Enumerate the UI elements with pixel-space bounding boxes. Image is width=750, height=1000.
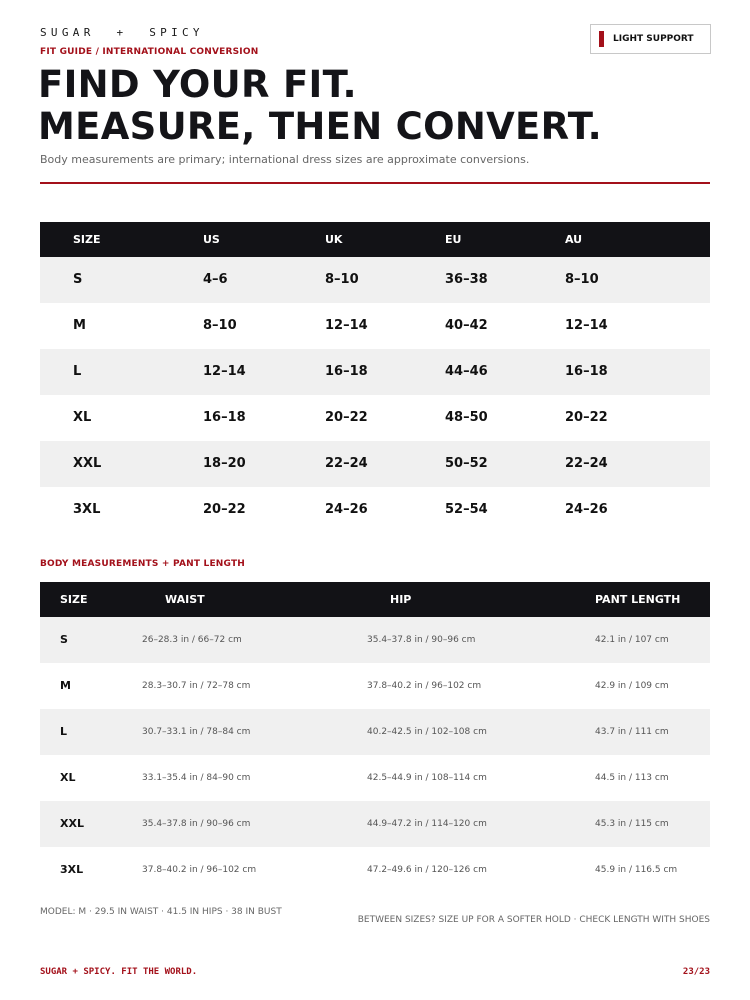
cell-waist: 28.3–30.7 in / 72–78 cm bbox=[142, 681, 251, 691]
body-measurement-table bbox=[40, 582, 710, 893]
cell-size: XXL bbox=[60, 817, 84, 830]
table-row bbox=[40, 755, 710, 801]
header-uk: UK bbox=[325, 233, 343, 246]
header-waist: WAIST bbox=[165, 593, 205, 606]
page-title bbox=[38, 64, 602, 148]
table-row bbox=[40, 801, 710, 847]
cell-eu: 44–46 bbox=[445, 364, 488, 379]
cell-size: XXL bbox=[73, 456, 102, 471]
brand-name: SUGAR + SPICY bbox=[40, 26, 204, 39]
header-size: SIZE bbox=[73, 233, 101, 246]
table-header bbox=[40, 222, 710, 257]
cell-uk: 20–22 bbox=[325, 410, 368, 425]
badge-label: LIGHT SUPPORT bbox=[613, 34, 694, 44]
cell-uk: 22–24 bbox=[325, 456, 368, 471]
cell-pant-length: 42.1 in / 107 cm bbox=[595, 635, 669, 645]
headline-line-2: MEASURE, THEN CONVERT. bbox=[38, 105, 603, 148]
accent-bar-icon bbox=[599, 31, 604, 47]
cell-size: XL bbox=[73, 410, 92, 425]
cell-uk: 16–18 bbox=[325, 364, 368, 379]
cell-pant-length: 45.9 in / 116.5 cm bbox=[595, 865, 678, 875]
table-row bbox=[40, 487, 710, 533]
table-row bbox=[40, 395, 710, 441]
cell-us: 4–6 bbox=[203, 272, 228, 287]
cell-eu: 50–52 bbox=[445, 456, 488, 471]
size-conversion-table bbox=[40, 222, 710, 533]
cell-size: M bbox=[60, 679, 71, 692]
eyebrow-label: FIT GUIDE / INTERNATIONAL CONVERSION bbox=[40, 47, 259, 57]
cell-au: 24–26 bbox=[565, 502, 608, 517]
cell-eu: 52–54 bbox=[445, 502, 488, 517]
table-row bbox=[40, 349, 710, 395]
section-label: BODY MEASUREMENTS + PANT LENGTH bbox=[40, 559, 246, 569]
table-row bbox=[40, 617, 710, 663]
cell-au: 20–22 bbox=[565, 410, 608, 425]
cell-uk: 12–14 bbox=[325, 318, 368, 333]
cell-waist: 33.1–35.4 in / 84–90 cm bbox=[142, 773, 251, 783]
cell-us: 16–18 bbox=[203, 410, 246, 425]
cell-waist: 35.4–37.8 in / 90–96 cm bbox=[142, 819, 251, 829]
cell-size: L bbox=[73, 364, 82, 379]
table-row bbox=[40, 847, 710, 893]
cell-us: 18–20 bbox=[203, 456, 246, 471]
cell-eu: 48–50 bbox=[445, 410, 488, 425]
sizing-tip: BETWEEN SIZES? SIZE UP FOR A SOFTER HOLD · CHECK LENGTH WITH SHOES bbox=[357, 915, 710, 925]
subtitle: Body measurements are primary; international dress sizes are approximate conversions. bbox=[40, 153, 530, 166]
cell-au: 12–14 bbox=[565, 318, 608, 333]
cell-hip: 42.5–44.9 in / 108–114 cm bbox=[367, 773, 487, 783]
table-row bbox=[40, 257, 710, 303]
cell-waist: 26–28.3 in / 66–72 cm bbox=[142, 635, 242, 645]
footer-tagline: SUGAR + SPICY. FIT THE WORLD. bbox=[40, 967, 198, 977]
cell-hip: 35.4–37.8 in / 90–96 cm bbox=[367, 635, 476, 645]
cell-uk: 24–26 bbox=[325, 502, 368, 517]
table-row bbox=[40, 303, 710, 349]
cell-size: S bbox=[73, 272, 83, 287]
cell-us: 12–14 bbox=[203, 364, 246, 379]
support-badge bbox=[590, 24, 711, 54]
cell-hip: 37.8–40.2 in / 96–102 cm bbox=[367, 681, 482, 691]
cell-eu: 36–38 bbox=[445, 272, 488, 287]
header-hip: HIP bbox=[390, 593, 412, 606]
cell-size: 3XL bbox=[73, 502, 101, 517]
cell-pant-length: 44.5 in / 113 cm bbox=[595, 773, 669, 783]
cell-waist: 30.7–33.1 in / 78–84 cm bbox=[142, 727, 251, 737]
table-row bbox=[40, 441, 710, 487]
cell-pant-length: 43.7 in / 111 cm bbox=[595, 727, 669, 737]
cell-au: 8–10 bbox=[565, 272, 599, 287]
cell-hip: 44.9–47.2 in / 114–120 cm bbox=[367, 819, 487, 829]
cell-size: 3XL bbox=[60, 863, 84, 876]
table-row bbox=[40, 709, 710, 755]
header-eu: EU bbox=[445, 233, 462, 246]
divider bbox=[40, 182, 710, 184]
header-us: US bbox=[203, 233, 220, 246]
cell-waist: 37.8–40.2 in / 96–102 cm bbox=[142, 865, 257, 875]
cell-pant-length: 42.9 in / 109 cm bbox=[595, 681, 669, 691]
model-note: MODEL: M · 29.5 IN WAIST · 41.5 IN HIPS · 38 IN BUST bbox=[40, 907, 282, 917]
cell-size: S bbox=[60, 633, 68, 646]
cell-au: 22–24 bbox=[565, 456, 608, 471]
cell-au: 16–18 bbox=[565, 364, 608, 379]
cell-eu: 40–42 bbox=[445, 318, 488, 333]
cell-us: 8–10 bbox=[203, 318, 237, 333]
cell-size: L bbox=[60, 725, 68, 738]
header-size: SIZE bbox=[60, 593, 88, 606]
cell-size: XL bbox=[60, 771, 76, 784]
page-number: 23/23 bbox=[682, 967, 710, 977]
table-row bbox=[40, 663, 710, 709]
header-au: AU bbox=[565, 233, 583, 246]
cell-hip: 47.2–49.6 in / 120–126 cm bbox=[367, 865, 487, 875]
header-pant-length: PANT LENGTH bbox=[595, 593, 681, 606]
cell-us: 20–22 bbox=[203, 502, 246, 517]
cell-pant-length: 45.3 in / 115 cm bbox=[595, 819, 669, 829]
cell-hip: 40.2–42.5 in / 102–108 cm bbox=[367, 727, 487, 737]
cell-uk: 8–10 bbox=[325, 272, 359, 287]
table-header bbox=[40, 582, 710, 617]
headline-line-1: FIND YOUR FIT. bbox=[38, 63, 357, 106]
cell-size: M bbox=[73, 318, 86, 333]
